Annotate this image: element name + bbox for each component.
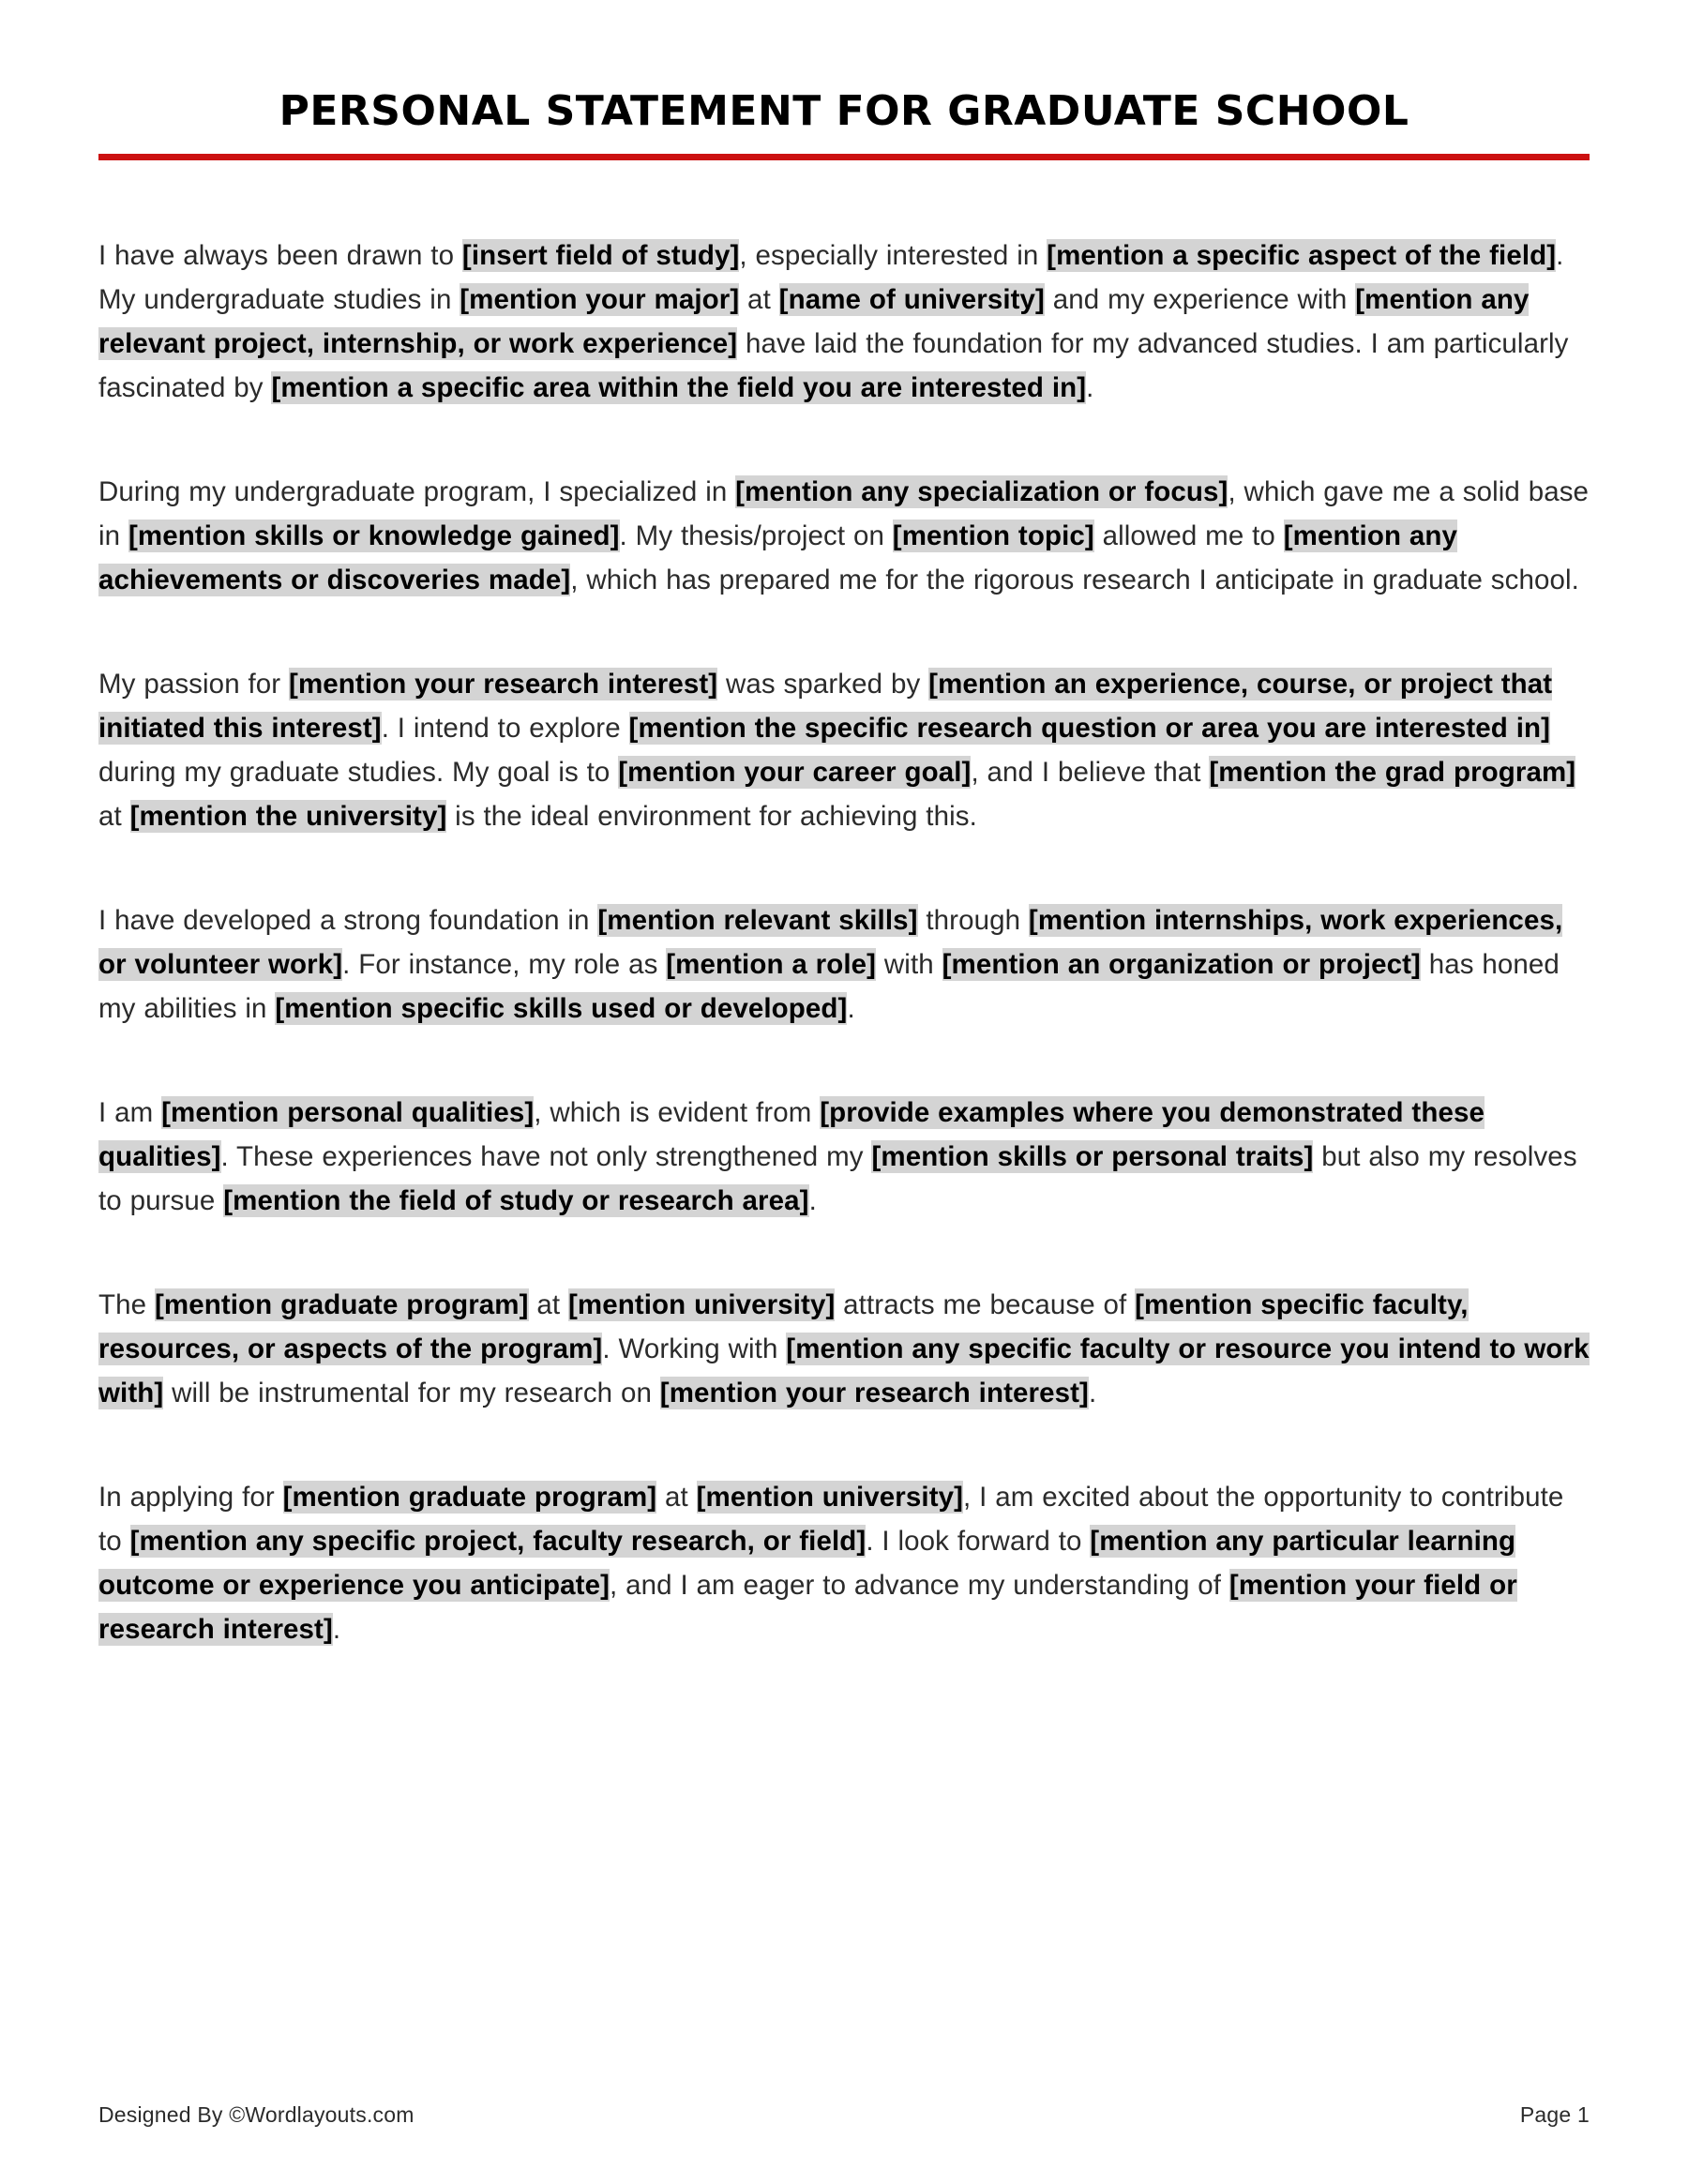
placeholder-field[interactable]: [mention your career goal] bbox=[618, 757, 972, 789]
static-text: , and I believe that bbox=[971, 757, 1210, 789]
static-text: . I intend to explore bbox=[381, 713, 629, 745]
static-text: . bbox=[847, 993, 855, 1025]
placeholder-field[interactable]: [mention your field or research interest] bbox=[98, 1570, 1517, 1646]
paragraph-6 bbox=[98, 1283, 1590, 1415]
placeholder-field[interactable]: [mention topic] bbox=[892, 520, 1094, 552]
placeholder-field[interactable]: [mention any achievements or discoveries made] bbox=[98, 520, 1457, 596]
static-text: have laid the foundation for my advanced studies. I am particularly fascinated by bbox=[98, 328, 1569, 404]
static-text: I am bbox=[98, 1097, 162, 1129]
static-text: at bbox=[739, 284, 779, 316]
paragraph-2 bbox=[98, 470, 1590, 602]
static-text: , which has prepared me for the rigorous research I anticipate in graduate school. bbox=[570, 565, 1579, 596]
placeholder-field[interactable]: [mention internships, work experiences, or volunteer work] bbox=[98, 905, 1563, 981]
static-text: , especially interested in bbox=[739, 240, 1047, 272]
document-footer bbox=[0, 2102, 1688, 2184]
static-text: will be instrumental for my research on bbox=[163, 1378, 660, 1409]
placeholder-field[interactable]: [mention an experience, course, or project that initiated this interest] bbox=[98, 669, 1553, 745]
placeholder-field[interactable]: [mention your research interest] bbox=[289, 669, 718, 700]
title-divider-rule bbox=[98, 154, 1590, 160]
placeholder-field[interactable]: [mention the grad program] bbox=[1209, 757, 1576, 789]
placeholder-field[interactable]: [mention any particular learning outcome or experience you anticipate] bbox=[98, 1526, 1516, 1602]
static-text: at bbox=[656, 1482, 697, 1514]
placeholder-field[interactable]: [mention specific skills used or developed] bbox=[275, 993, 848, 1025]
page-title: PERSONAL STATEMENT FOR GRADUATE SCHOOL bbox=[279, 87, 1409, 135]
footer-credit: Designed By ©Wordlayouts.com bbox=[98, 2102, 414, 2127]
static-text: The bbox=[98, 1289, 155, 1321]
static-text: . My thesis/project on bbox=[619, 520, 893, 552]
placeholder-field[interactable]: [mention skills or personal traits] bbox=[871, 1141, 1314, 1173]
static-text: , and I am eager to advance my understanding of bbox=[610, 1570, 1229, 1602]
static-text: is the ideal environment for achieving this. bbox=[446, 801, 977, 833]
static-text: . I look forward to bbox=[866, 1526, 1091, 1558]
static-text: During my undergraduate program, I specialized in bbox=[98, 476, 736, 508]
placeholder-field[interactable]: [mention any specific project, faculty research, or field] bbox=[129, 1526, 867, 1558]
placeholder-field[interactable]: [mention university] bbox=[567, 1289, 836, 1321]
static-text: attracts me because of bbox=[835, 1289, 1136, 1321]
static-text: , I am excited about the opportunity to contribute to bbox=[98, 1482, 1564, 1558]
paragraph-5 bbox=[98, 1091, 1590, 1223]
paragraph-7 bbox=[98, 1475, 1590, 1651]
static-text: . bbox=[1086, 372, 1094, 404]
placeholder-field[interactable]: [mention the field of study or research area] bbox=[223, 1185, 809, 1217]
static-text: . bbox=[332, 1614, 341, 1646]
placeholder-field[interactable]: [mention graduate program] bbox=[154, 1289, 529, 1321]
placeholder-field[interactable]: [mention university] bbox=[696, 1482, 964, 1514]
static-text: allowed me to bbox=[1093, 520, 1284, 552]
placeholder-field[interactable]: [mention graduate program] bbox=[282, 1482, 657, 1514]
static-text: . Working with bbox=[602, 1333, 787, 1365]
static-text: . These experiences have not only strengthened my bbox=[220, 1141, 872, 1173]
placeholder-field[interactable]: [mention your research interest] bbox=[659, 1378, 1089, 1409]
paragraph-3 bbox=[98, 662, 1590, 838]
placeholder-field[interactable]: [mention specific faculty, resources, or aspects of the program] bbox=[98, 1289, 1469, 1365]
placeholder-field[interactable]: [mention any specialization or focus] bbox=[735, 476, 1228, 508]
placeholder-field[interactable]: [mention relevant skills] bbox=[597, 905, 918, 937]
static-text: but also my resolves to pursue bbox=[98, 1141, 1577, 1217]
static-text: , which gave me a solid base in bbox=[98, 476, 1590, 552]
placeholder-field[interactable]: [mention the specific research question or area you are interested in] bbox=[628, 713, 1551, 745]
placeholder-field[interactable]: [insert field of study] bbox=[461, 240, 740, 272]
placeholder-field[interactable]: [provide examples where you demonstrated these qualities] bbox=[98, 1097, 1485, 1173]
placeholder-field[interactable]: [mention an organization or project] bbox=[942, 949, 1421, 981]
static-text: I have developed a strong foundation in bbox=[98, 905, 598, 937]
placeholder-field[interactable]: [mention your major] bbox=[460, 284, 740, 316]
static-text: . My undergraduate studies in bbox=[98, 240, 1564, 316]
placeholder-field[interactable]: [mention any relevant project, internship, or work experience] bbox=[98, 284, 1530, 360]
static-text: with bbox=[876, 949, 942, 981]
placeholder-field[interactable]: [mention a specific area within the field you are interested in] bbox=[271, 372, 1087, 404]
static-text: at bbox=[528, 1289, 568, 1321]
document-body bbox=[0, 233, 1688, 2102]
static-text: . For instance, my role as bbox=[342, 949, 667, 981]
placeholder-field[interactable]: [name of university] bbox=[778, 284, 1045, 316]
static-text: at bbox=[98, 801, 130, 833]
static-text: through bbox=[917, 905, 1029, 937]
paragraph-4 bbox=[98, 898, 1590, 1031]
placeholder-field[interactable]: [mention a specific aspect of the field] bbox=[1047, 240, 1557, 272]
placeholder-field[interactable]: [mention personal qualities] bbox=[161, 1097, 535, 1129]
paragraph-1 bbox=[98, 233, 1590, 410]
static-text: was sparked by bbox=[717, 669, 929, 700]
static-text: and my experience with bbox=[1044, 284, 1356, 316]
footer-page-number: Page 1 bbox=[1519, 2102, 1590, 2127]
static-text: In applying for bbox=[98, 1482, 283, 1514]
placeholder-field[interactable]: [mention the university] bbox=[129, 801, 447, 833]
static-text: . bbox=[1088, 1378, 1097, 1409]
static-text: , which is evident from bbox=[534, 1097, 821, 1129]
static-text: during my graduate studies. My goal is to bbox=[98, 757, 619, 789]
static-text: . bbox=[808, 1185, 817, 1217]
static-text: My passion for bbox=[98, 669, 290, 700]
placeholder-field[interactable]: [mention any specific faculty or resource you intend to work with] bbox=[98, 1333, 1590, 1409]
placeholder-field[interactable]: [mention skills or knowledge gained] bbox=[128, 520, 620, 552]
placeholder-field[interactable]: [mention a role] bbox=[666, 949, 877, 981]
static-text: I have always been drawn to bbox=[98, 240, 462, 272]
document-header bbox=[0, 0, 1688, 160]
static-text: has honed my abilities in bbox=[98, 949, 1560, 1025]
